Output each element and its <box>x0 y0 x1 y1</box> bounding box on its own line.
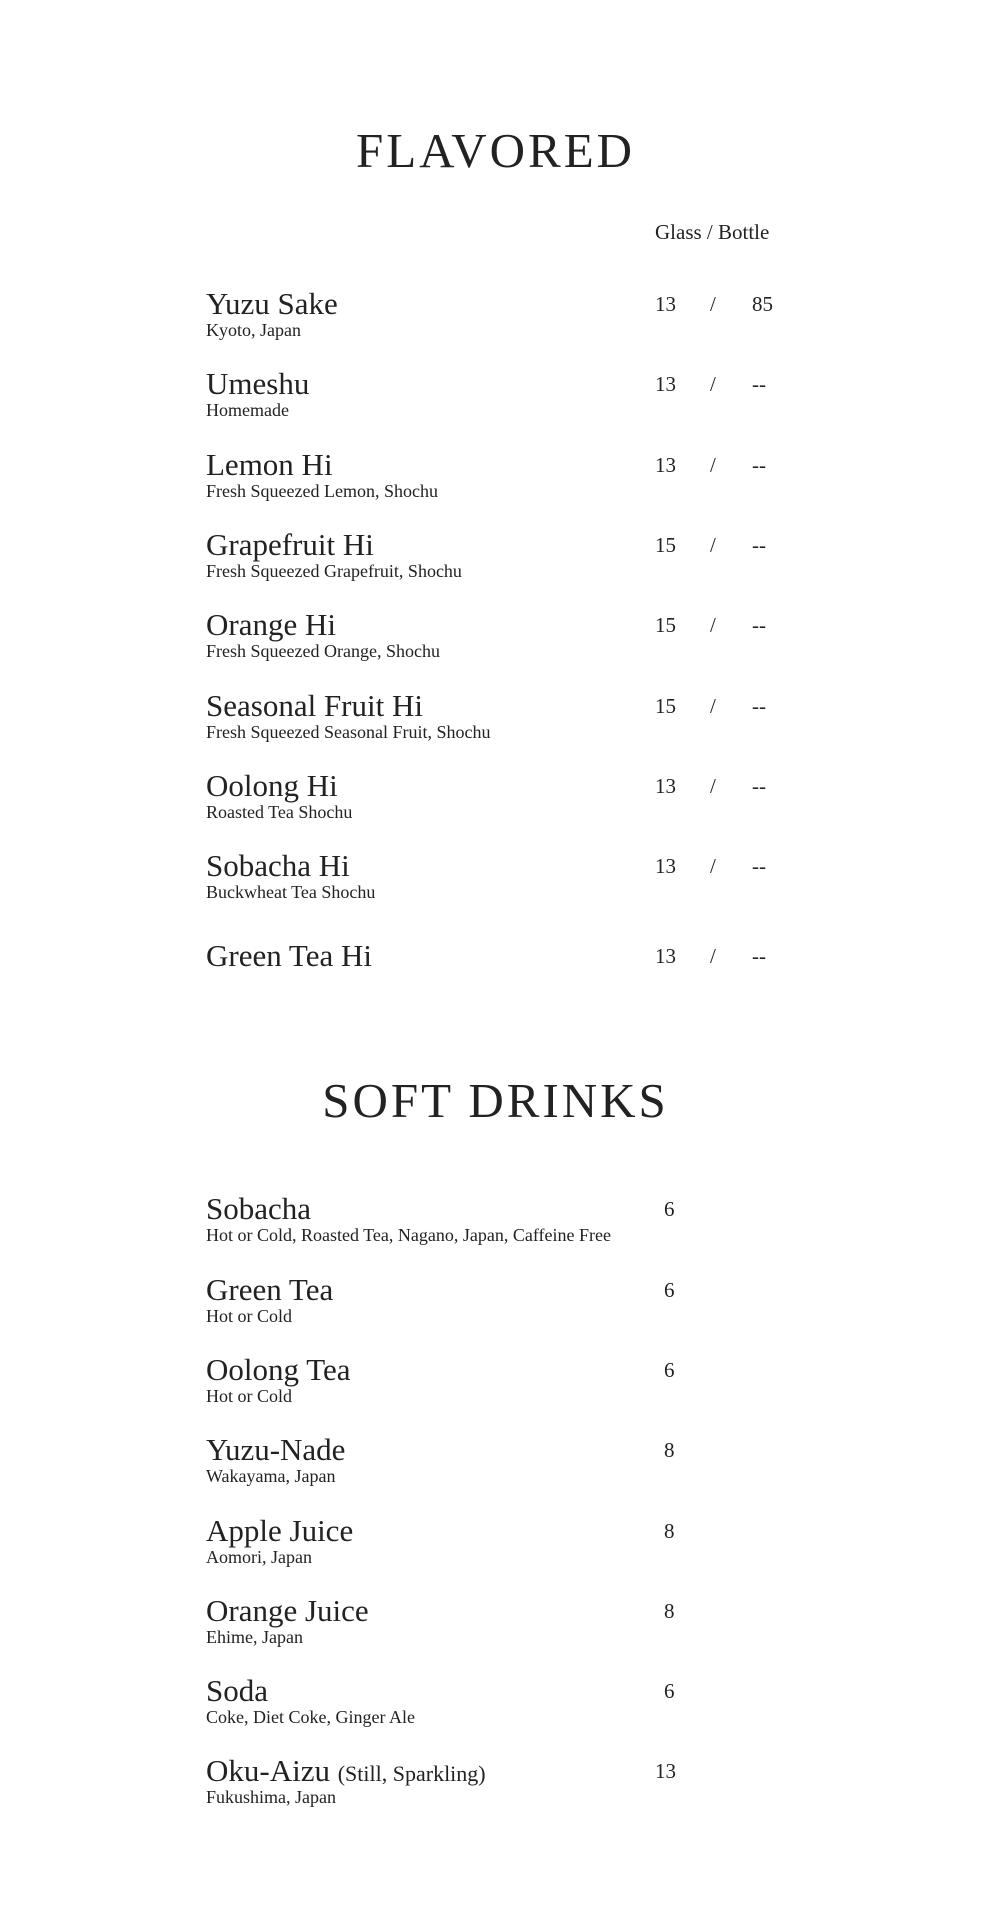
item-desc: Fukushima, Japan <box>206 1787 336 1807</box>
price-separator: / <box>710 694 716 718</box>
price-separator: / <box>710 453 716 477</box>
price-bottle: -- <box>752 854 766 878</box>
price: 6 <box>664 1358 675 1382</box>
item-name <box>206 1755 486 1786</box>
item-desc: Fresh Squeezed Grapefruit, Shochu <box>206 561 462 581</box>
item-name: Yuzu Sake <box>206 286 338 321</box>
menu-item-yuzu-sake <box>206 288 906 348</box>
price-separator: / <box>710 944 716 968</box>
price-glass: 15 <box>655 694 676 718</box>
menu-item-yuzu-nade <box>206 1434 906 1494</box>
item-name: Grapefruit Hi <box>206 527 374 562</box>
price-glass: 13 <box>655 453 676 477</box>
menu-item-green-tea <box>206 1274 906 1334</box>
price-separator: / <box>710 372 716 396</box>
item-desc: Buckwheat Tea Shochu <box>206 882 376 902</box>
item-name: Apple Juice <box>206 1513 354 1548</box>
price-bottle: -- <box>752 372 766 396</box>
menu-item-sobacha <box>206 1193 906 1253</box>
price-bottle: -- <box>752 774 766 798</box>
item-desc: Hot or Cold, Roasted Tea, Nagano, Japan, Caffeine Free <box>206 1225 611 1245</box>
item-desc: Kyoto, Japan <box>206 320 301 340</box>
item-name: Lemon Hi <box>206 447 333 482</box>
section-title-flavored: FLAVORED <box>355 123 636 178</box>
price-separator: / <box>710 854 716 878</box>
item-desc: Fresh Squeezed Seasonal Fruit, Shochu <box>206 722 491 742</box>
section-title-soft-drinks: SOFT DRINKS <box>322 1073 669 1128</box>
item-desc: Homemade <box>206 400 289 420</box>
item-desc: Aomori, Japan <box>206 1547 312 1567</box>
menu-item-seasonal-fruit-hi <box>206 690 906 750</box>
item-desc: Coke, Diet Coke, Ginger Ale <box>206 1707 415 1727</box>
item-name-suffix: (Still, Sparkling) <box>337 1761 486 1786</box>
price-glass: 15 <box>655 613 676 637</box>
price: 8 <box>664 1438 675 1462</box>
item-name: Orange Juice <box>206 1593 369 1628</box>
price-bottle: -- <box>752 694 766 718</box>
price-glass: 15 <box>655 533 676 557</box>
item-name: Green Tea <box>206 1272 334 1307</box>
item-name: Sobacha <box>206 1191 312 1226</box>
menu-item-umeshu <box>206 368 906 428</box>
item-name: Orange Hi <box>206 607 336 642</box>
item-name: Sobacha Hi <box>206 848 350 883</box>
price-separator: / <box>710 533 716 557</box>
price: 13 <box>655 1759 676 1783</box>
price-bottle: -- <box>752 613 766 637</box>
price-glass: 13 <box>655 944 676 968</box>
item-name: Soda <box>206 1673 268 1708</box>
price-bottle: 85 <box>752 292 773 316</box>
item-desc: Ehime, Japan <box>206 1627 303 1647</box>
price: 8 <box>664 1519 675 1543</box>
item-desc: Roasted Tea Shochu <box>206 802 353 822</box>
menu-item-oolong-tea <box>206 1354 906 1414</box>
menu-item-orange-hi <box>206 609 906 669</box>
item-desc: Fresh Squeezed Lemon, Shochu <box>206 481 438 501</box>
item-desc: Hot or Cold <box>206 1306 293 1326</box>
item-desc: Wakayama, Japan <box>206 1466 336 1486</box>
price-separator: / <box>710 613 716 637</box>
item-name: Green Tea Hi <box>206 938 372 973</box>
menu-item-sobacha-hi <box>206 850 906 910</box>
price: 6 <box>664 1679 675 1703</box>
menu-item-lemon-hi <box>206 449 906 509</box>
item-name: Umeshu <box>206 366 310 401</box>
menu-item-grapefruit-hi <box>206 529 906 589</box>
menu-item-soda <box>206 1675 906 1735</box>
price: 6 <box>664 1278 675 1302</box>
item-desc: Fresh Squeezed Orange, Shochu <box>206 641 440 661</box>
menu-item-orange-juice <box>206 1595 906 1655</box>
menu-item-apple-juice <box>206 1515 906 1575</box>
price-glass: 13 <box>655 774 676 798</box>
item-name: Yuzu-Nade <box>206 1432 346 1467</box>
price-bottle: -- <box>752 944 766 968</box>
price-bottle: -- <box>752 453 766 477</box>
menu-item-green-tea-hi <box>206 940 906 1000</box>
item-name: Oolong Tea <box>206 1352 351 1387</box>
price-bottle: -- <box>752 533 766 557</box>
price-glass: 13 <box>655 854 676 878</box>
price-glass: 13 <box>655 292 676 316</box>
price-separator: / <box>710 292 716 316</box>
price: 8 <box>664 1599 675 1623</box>
item-desc: Hot or Cold <box>206 1386 293 1406</box>
item-name: Oolong Hi <box>206 768 338 803</box>
menu-item-oku-aizu <box>206 1755 906 1815</box>
price-separator: / <box>710 774 716 798</box>
item-name-main: Oku-Aizu <box>206 1753 330 1788</box>
item-name: Seasonal Fruit Hi <box>206 688 423 723</box>
price-glass: 13 <box>655 372 676 396</box>
price: 6 <box>664 1197 675 1221</box>
column-header-glass-bottle: Glass / Bottle <box>655 220 770 244</box>
menu-item-oolong-hi <box>206 770 906 830</box>
